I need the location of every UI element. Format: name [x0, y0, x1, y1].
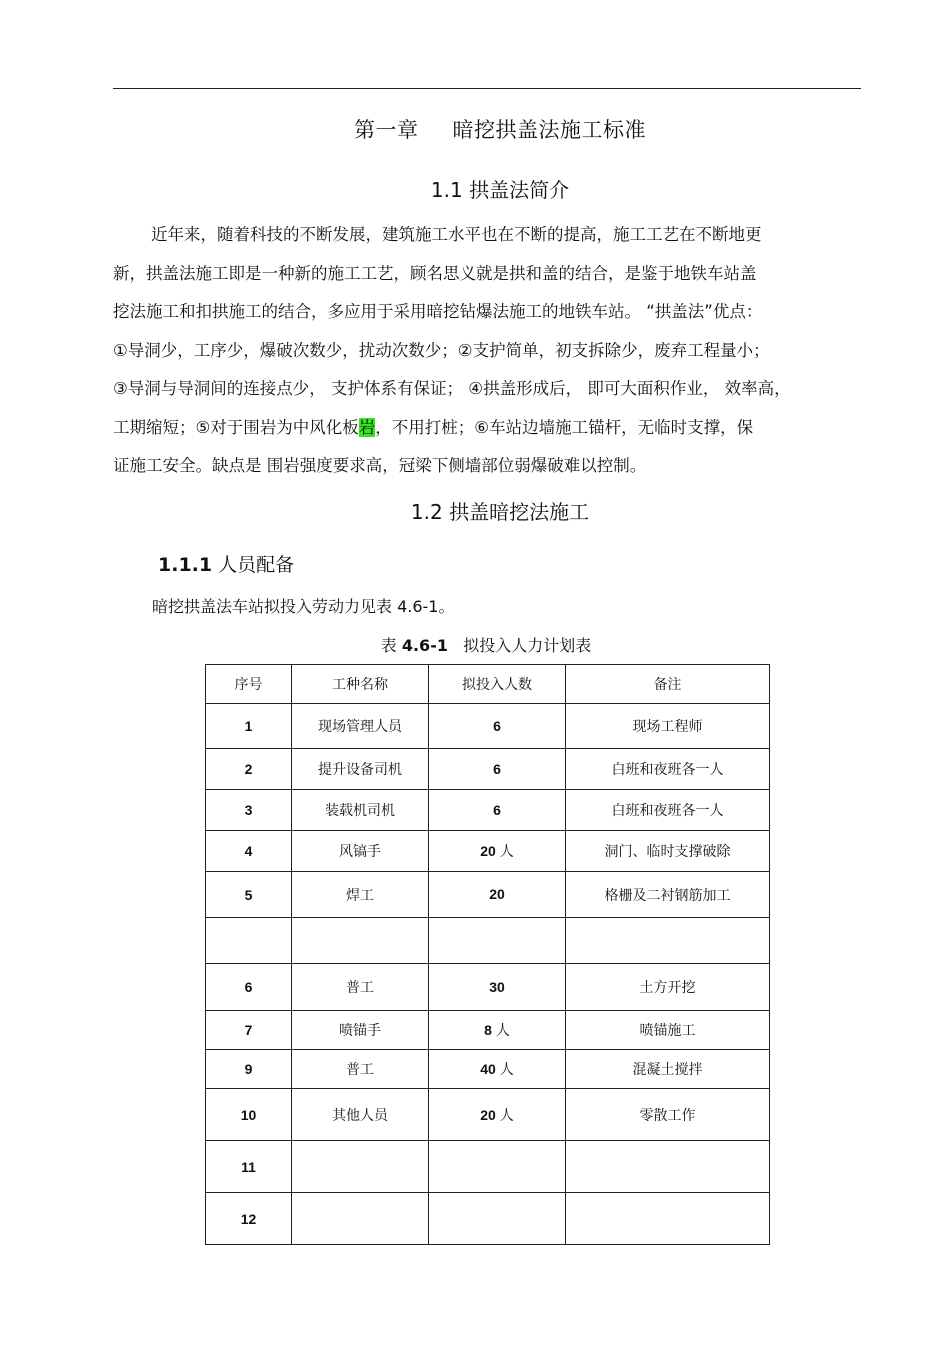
cell-note: 白班和夜班各一人	[566, 749, 770, 790]
cell-number: 1	[206, 704, 292, 749]
paragraph-line: ③导洞与导洞间的连接点少， 支护体系有保证； ④拱盖形成后， 即可大面积作业， 效率高，	[113, 379, 791, 398]
count-value: 20	[480, 1106, 496, 1123]
cell-trade: 普工	[292, 1050, 429, 1089]
header-cell: 备注	[566, 665, 770, 704]
cell-count	[429, 1141, 566, 1193]
cell-count	[429, 1011, 566, 1050]
table-row	[206, 704, 770, 749]
cell-trade	[292, 1193, 429, 1245]
cell-number: 3	[206, 790, 292, 831]
table-row	[206, 790, 770, 831]
table-row	[206, 964, 770, 1011]
cell-number: 12	[206, 1193, 292, 1245]
caption-number: 4.6-1	[401, 636, 448, 655]
intro-paragraph	[113, 216, 873, 486]
subsection-heading	[158, 550, 294, 577]
paragraph-line: 证施工安全。缺点是 围岩强度要求高，冠梁下侧墙部位弱爆破难以控制。	[113, 456, 647, 475]
table-row	[206, 749, 770, 790]
cell-note: 喷锚施工	[566, 1011, 770, 1050]
count-value: 20	[480, 843, 496, 859]
cell-number: 10	[206, 1089, 292, 1141]
cell-count	[429, 1193, 566, 1245]
cell-note: 格栅及二衬钢筋加工	[566, 872, 770, 918]
cell-number: 5	[206, 872, 292, 918]
count-value: 40	[480, 1061, 496, 1077]
table-row	[206, 1141, 770, 1193]
count-unit: 人	[499, 1107, 514, 1124]
cell-note: 白班和夜班各一人	[566, 790, 770, 831]
count-value: 6	[493, 801, 501, 818]
paragraph-line: 近年来，随着科技的不断发展，建筑施工水平也在不断的提高，施工工艺在不断地更	[151, 225, 762, 244]
subsection-number: 1.1.1	[158, 554, 213, 576]
section-heading-1-2: 1.2 拱盖暗挖法施工	[410, 500, 590, 524]
table-row	[206, 831, 770, 872]
section-heading-1-1: 1.1 拱盖法简介	[430, 178, 570, 202]
count-value: 6	[493, 760, 501, 777]
caption-prefix: 表	[380, 636, 397, 655]
cell-note: 现场工程师	[566, 704, 770, 749]
cell-note: 混凝土搅拌	[566, 1050, 770, 1089]
cell-trade: 普工	[292, 964, 429, 1011]
cell-note: 零散工作	[566, 1089, 770, 1141]
header-cell: 工种名称	[292, 665, 429, 704]
cell-count	[429, 918, 566, 964]
table-row	[206, 1011, 770, 1050]
table-intro-text: 暗挖拱盖法车站拟投入劳动力见表 4.6-1。	[152, 597, 455, 616]
cell-note	[566, 1141, 770, 1193]
cell-count	[429, 872, 566, 918]
table-header-row	[206, 665, 770, 704]
paragraph-text: 工期缩短；⑤对于围岩为中风化板	[113, 417, 359, 437]
count-unit: 人	[499, 1062, 514, 1078]
cell-count	[429, 790, 566, 831]
chapter-prefix: 第一章	[354, 118, 419, 142]
cell-note: 洞门、临时支撑破除	[566, 831, 770, 872]
header-cell: 拟投入人数	[429, 665, 566, 704]
cell-trade: 风镐手	[292, 831, 429, 872]
cell-number: 6	[206, 964, 292, 1011]
count-value: 20	[489, 886, 505, 902]
header-rule	[113, 88, 861, 89]
cell-count	[429, 964, 566, 1011]
cell-trade: 其他人员	[292, 1089, 429, 1141]
count-value: 8	[484, 1022, 492, 1038]
cell-count	[429, 749, 566, 790]
chapter-heading	[0, 114, 950, 144]
paragraph-line: 挖法施工和扣拱施工的结合，多应用于采用暗挖钻爆法施工的地铁车站。 “拱盖法”优点：	[113, 302, 763, 321]
cell-number	[206, 918, 292, 964]
table-row	[206, 918, 770, 964]
count-unit: 人	[495, 1023, 510, 1039]
table-row	[206, 872, 770, 918]
count-value: 6	[493, 717, 501, 734]
cell-number: 11	[206, 1141, 292, 1193]
highlighted-text: 岩	[358, 417, 376, 437]
paragraph-line: ①导洞少，工序少，爆破次数少，扰动次数少；②支护简单，初支拆除少，废弃工程量小；	[113, 340, 770, 360]
cell-trade: 提升设备司机	[292, 749, 429, 790]
cell-note	[566, 1193, 770, 1245]
subsection-title: 人员配备	[218, 554, 295, 576]
cell-count	[429, 1050, 566, 1089]
cell-count	[429, 1089, 566, 1141]
cell-trade	[292, 1141, 429, 1193]
caption-title: 拟投入人力计划表	[463, 636, 592, 655]
cell-count	[429, 704, 566, 749]
cell-trade: 焊工	[292, 872, 429, 918]
paragraph-line-highlighted	[113, 409, 873, 448]
table-row	[206, 1050, 770, 1089]
cell-trade: 喷锚手	[292, 1011, 429, 1050]
table-row	[206, 1193, 770, 1245]
table-caption	[0, 633, 950, 656]
paragraph-text: ，不用打桩；⑥车站边墙施工锚杆，无临时支撑，保	[375, 417, 754, 437]
cell-number: 7	[206, 1011, 292, 1050]
count-value: 30	[489, 978, 505, 995]
table-row	[206, 1089, 770, 1141]
cell-trade: 现场管理人员	[292, 704, 429, 749]
cell-note: 土方开挖	[566, 964, 770, 1011]
cell-number: 4	[206, 831, 292, 872]
cell-count	[429, 831, 566, 872]
paragraph-line: 新，拱盖法施工即是一种新的施工工艺，顾名思义就是拱和盖的结合，是鉴于地铁车站盖	[113, 263, 757, 283]
count-unit: 人	[499, 844, 514, 860]
chapter-title: 暗挖拱盖法施工标准	[452, 118, 646, 142]
cell-trade: 装载机司机	[292, 790, 429, 831]
cell-number: 2	[206, 749, 292, 790]
cell-trade	[292, 918, 429, 964]
cell-note	[566, 918, 770, 964]
labor-plan-table	[205, 664, 770, 1245]
cell-number: 9	[206, 1050, 292, 1089]
header-cell: 序号	[206, 665, 292, 704]
